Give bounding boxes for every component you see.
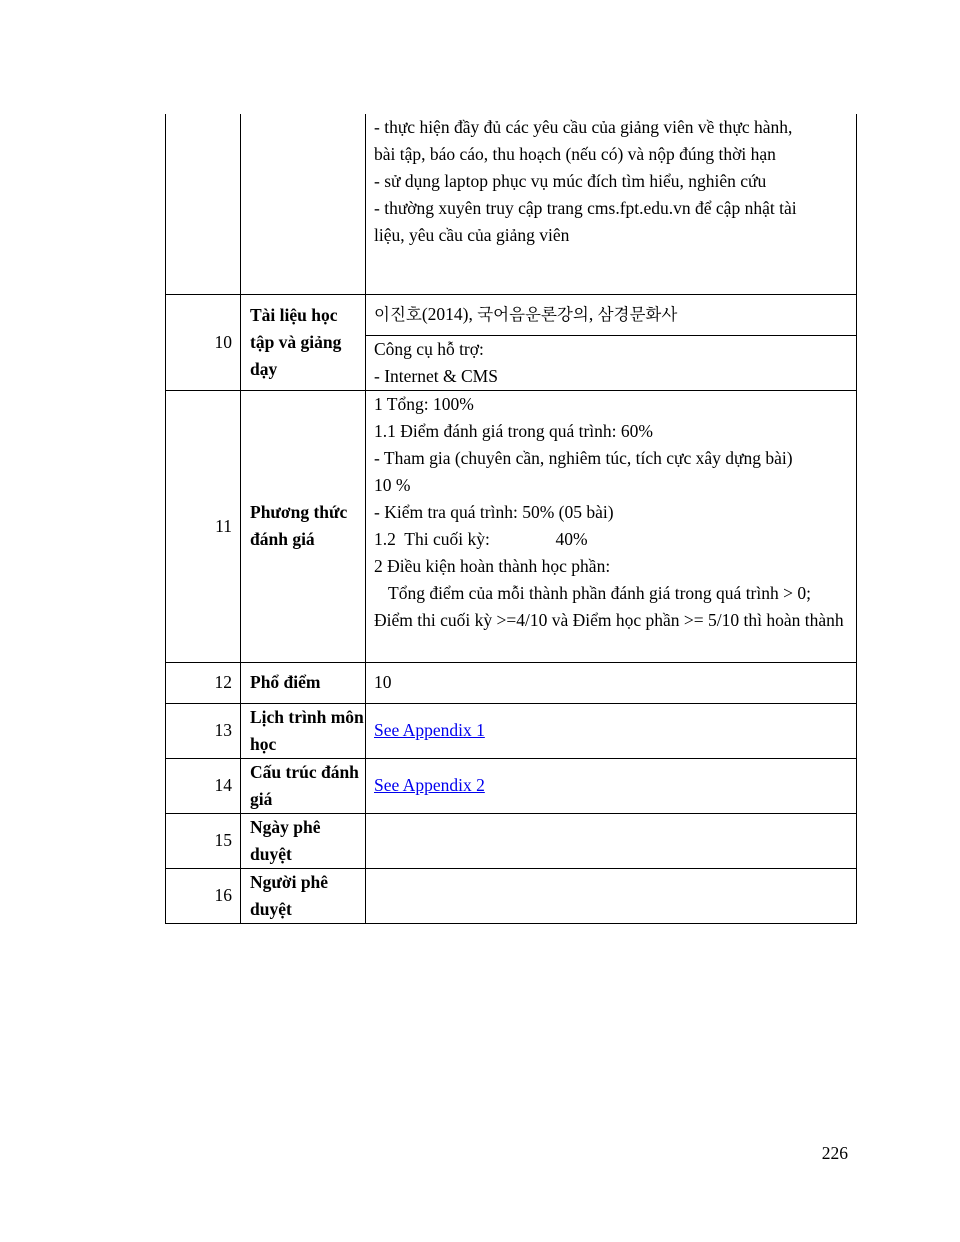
score-scale-value: 10: [366, 662, 857, 703]
continuation-num-cell: [166, 114, 241, 294]
row-12-label: Phổ điểm: [241, 662, 366, 703]
row-10-number: 10: [166, 294, 241, 390]
appendix-1-link[interactable]: See Appendix 1: [374, 720, 485, 740]
schedule-cell: [366, 703, 857, 758]
row-11-label: Phương thức đánh giá: [241, 390, 366, 662]
row-10-label: Tài liệu học tập và giảng dạy: [241, 294, 366, 390]
assessment-line: - Kiểm tra quá trình: 50% (05 bài): [374, 501, 614, 522]
continuation-label-cell: [241, 114, 366, 294]
requirement-line: - thực hiện đầy đủ các yêu cầu của giảng viên về thực hành,: [374, 117, 793, 137]
completion-condition: Tổng điểm của mỗi thành phần đánh giá trong quá trình > 0; Điểm thi cuối kỳ >=4/10 và Điểm học phần >= 5/10 thì hoàn thành: [374, 582, 844, 630]
requirement-line: - thường xuyên truy cập trang cms.fpt.edu.vn để cập nhật tài: [374, 198, 797, 218]
row-12-number: 12: [166, 662, 241, 703]
page-number: 226: [821, 1143, 848, 1163]
row-16-label: Người phê duyệt: [241, 868, 366, 923]
textbook-cell: [366, 294, 857, 335]
row-15: [166, 813, 857, 868]
approval-date-value: [366, 813, 857, 868]
tools-cell: [366, 335, 857, 390]
appendix-2-link[interactable]: See Appendix 2: [374, 775, 485, 795]
continuation-row: [166, 114, 857, 294]
tools-item: - Internet & CMS: [374, 365, 498, 386]
row-11: [166, 390, 857, 662]
assessment-line: 1.2 Thi cuối kỳ: 40%: [374, 528, 588, 549]
textbook-separator: ,: [588, 304, 598, 324]
assessment-cell: [366, 390, 857, 662]
textbook-publisher: 삼경문화사: [597, 305, 678, 324]
textbook-reference: [374, 301, 850, 328]
row-10: [166, 294, 857, 335]
tools-title: Công cụ hỗ trợ:: [374, 338, 484, 359]
syllabus-table: [165, 114, 857, 924]
row-12: [166, 662, 857, 703]
requirement-line: bài tập, báo cáo, thu hoạch (nếu có) và nộp đúng thời hạn: [374, 144, 776, 164]
row-14-number: 14: [166, 758, 241, 813]
row-15-label: Ngày phê duyệt: [241, 813, 366, 868]
continuation-content-cell: [366, 114, 857, 294]
textbook-year: (2014),: [421, 304, 478, 324]
row-13-number: 13: [166, 703, 241, 758]
requirement-line: - sử dụng laptop phục vụ múc đích tìm hiểu, nghiên cứu: [374, 171, 767, 191]
assessment-line: - Tham gia (chuyên cần, nghiêm túc, tích cực xây dựng bài): [374, 447, 793, 468]
row-13: [166, 703, 857, 758]
row-14: [166, 758, 857, 813]
row-14-label: Cấu trúc đánh giá: [241, 758, 366, 813]
row-13-label: Lịch trình môn học: [241, 703, 366, 758]
requirement-line: liệu, yêu cầu của giảng viên: [374, 225, 570, 245]
assessment-line: 2 Điều kiện hoàn thành học phần:: [374, 555, 611, 576]
row-16: [166, 868, 857, 923]
approver-value: [366, 868, 857, 923]
textbook-title: 국어음운론강의: [477, 305, 589, 324]
assessment-line: 10 %: [374, 474, 411, 495]
row-11-number: 11: [166, 390, 241, 662]
row-16-number: 16: [166, 868, 241, 923]
row-15-number: 15: [166, 813, 241, 868]
assessment-line: 1.1 Điểm đánh giá trong quá trình: 60%: [374, 420, 653, 441]
textbook-author: 이진호: [374, 305, 422, 324]
assessment-line: 1 Tổng: 100%: [374, 393, 474, 414]
assessment-structure-cell: [366, 758, 857, 813]
